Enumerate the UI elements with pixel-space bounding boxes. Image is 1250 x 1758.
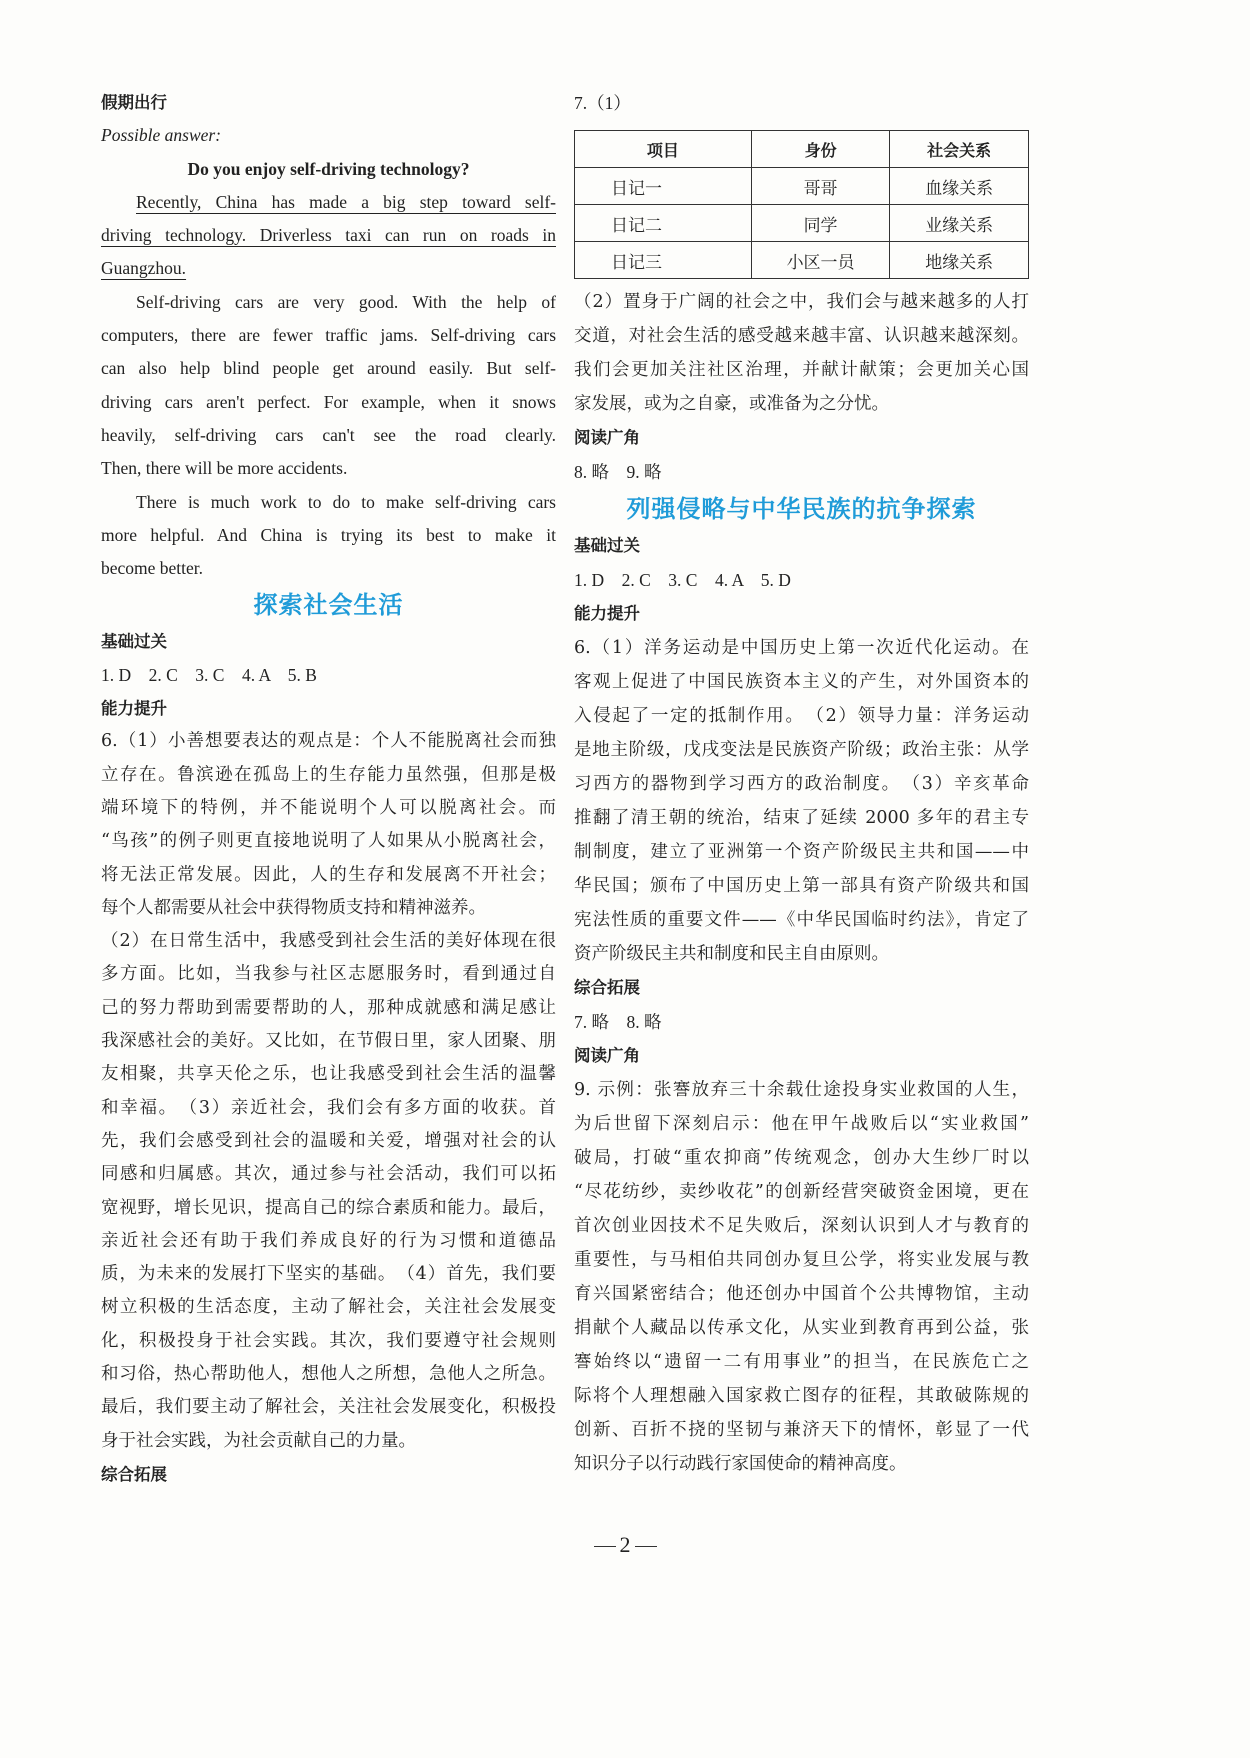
text-line: 为后世留下深刻启示：他在甲午战败后以“实业救国” [574, 1114, 1029, 1134]
text-block [574, 455, 1029, 489]
text-line: （2）置身于广阔的社会之中，我们会与越来越多的人打 [574, 292, 1029, 312]
text-line: 最后，我们要主动了解社会，关注社会发展变化，积极投 [101, 1397, 556, 1418]
text-line: 资产阶级民主共和制度和民主自由原则。 [574, 944, 889, 964]
text-line: 6.（1）小善想要表达的观点是：个人不能脱离社会而独 [101, 731, 556, 752]
table-row [575, 168, 1029, 205]
text-block [101, 659, 556, 692]
social-relations-table [574, 130, 1029, 279]
text-block [574, 1073, 1029, 1481]
text-line: 破局，打破“重农抑商”传统观念，创办大生纱厂时以 [574, 1148, 1029, 1168]
text-line: Possible answer: [101, 125, 222, 146]
section-heading [574, 597, 1029, 631]
text-block [101, 186, 556, 286]
text-block [101, 286, 556, 486]
table-cell: 日记一 [575, 168, 752, 205]
section-title [101, 585, 556, 625]
section-heading [101, 1458, 556, 1491]
text-line: 阅读广角 [574, 428, 640, 447]
text-line: 己的努力帮助到需要帮助的人，那种成就感和满足感让 [101, 997, 556, 1018]
table-header-row [575, 131, 1029, 168]
section-heading [574, 529, 1029, 563]
text-line: 謇始终以“遗留一二有用事业”的担当，在民族危亡之 [574, 1352, 1029, 1372]
text-line: “尽花纺纱，卖纱收花”的创新经营突破资金困境，更在 [574, 1182, 1029, 1202]
text-line: （2）在日常生活中，我感受到社会生活的美好体现在很 [101, 931, 556, 952]
text-line: 化，积极投身于社会实践。其次，我们要遵守社会规则 [101, 1330, 556, 1351]
text-line: 推翻了清王朝的统治，结束了延续 2000 多年的君主专 [574, 808, 1029, 828]
text-line: 端环境下的特例，并不能说明个人可以脱离社会。而 [101, 797, 556, 818]
section-title-text: 探索社会生活 [253, 591, 404, 620]
text-line: Self-driving cars are very good. With the help of [136, 291, 556, 312]
table-cell: 小区一员 [751, 242, 890, 279]
text-line [101, 219, 556, 252]
text-line: 捐献个人藏品以传承文化，从实业到教育再到公益，张 [574, 1318, 1029, 1338]
text-line: 基础过关 [574, 536, 640, 555]
text-line: 1. D 2. C 3. C 4. A 5. B [101, 664, 317, 685]
text-line: 8. 略 9. 略 [574, 462, 662, 482]
text-line: 质，为未来的发展打下坚实的基础。 （4）首先，我们要 [101, 1264, 556, 1285]
text-line: 9. 示例：张謇放弃三十余载仕途投身实业救国的人生， [574, 1080, 1029, 1100]
section-heading [101, 86, 556, 119]
section-heading [574, 1039, 1029, 1073]
text-line: 友相聚，共享天伦之乐，也让我感受到社会生活的温馨 [101, 1064, 556, 1085]
text-line: 基础过关 [101, 632, 167, 652]
text-line: can also help blind people get around easily. But self- [101, 358, 556, 379]
text-line: 1. D 2. C 3. C 4. A 5. D [574, 570, 791, 590]
text-line: 综合拓展 [574, 978, 640, 997]
text-block [574, 1005, 1029, 1039]
text-line: more helpful. And China is trying its best to make it [101, 524, 556, 545]
text-line: There is much work to do to make self-driving cars [136, 491, 556, 512]
text-line [101, 252, 556, 285]
section-title-text: 列强侵略与中华民族的抗争探索 [626, 495, 977, 523]
section-title [574, 489, 1029, 529]
text-line: 先，我们会感受到社会的温暖和关爱，增强对社会的认 [101, 1130, 556, 1151]
text-line: become better. [101, 558, 204, 579]
text-line: 阅读广角 [574, 1046, 640, 1065]
text-line: 交道，对社会生活的感受越来越丰富、认识越来越深刻。 [574, 326, 1029, 346]
text-line: 假期出行 [101, 93, 167, 112]
text-line: 宽视野，增长见识，提高自己的综合素质和能力。最后， [101, 1197, 556, 1218]
table-cell: 血缘关系 [890, 168, 1029, 205]
text-line: 是地主阶级，戊戌变法是民族资产阶级；政治主张：从学 [574, 740, 1029, 760]
text-line: “鸟孩”的例子则更直接地说明了人如果从小脱离社会， [101, 831, 556, 852]
text-block [574, 563, 1029, 597]
text-line: 我们会更加关注社区治理，并献计献策；会更加关心国 [574, 360, 1029, 380]
table-cell: 同学 [751, 205, 890, 242]
text-block [574, 86, 1029, 120]
text-line: Then, there will be more accidents. [101, 458, 348, 479]
table-cell: 哥哥 [751, 168, 890, 205]
text-line: 入侵起了一定的抵制作用。 （2）领导力量：洋务运动 [574, 706, 1029, 726]
text-line: 树立积极的生活态度，主动了解社会，关注社会发展变 [101, 1297, 556, 1318]
text-line: 家发展，或为之自豪，或准备为之分忧。 [574, 394, 889, 414]
text-line: 华民国；颁布了中国历史上第一部具有资产阶级共和国 [574, 876, 1029, 896]
text-line: 同感和归属感。其次，通过参与社会活动，我们可以拓 [101, 1164, 556, 1185]
text-block [101, 486, 556, 586]
text-line: 6.（1）洋务运动是中国历史上第一次近代化运动。在 [574, 638, 1029, 658]
table-cell: 业缘关系 [890, 205, 1029, 242]
text-line [101, 186, 556, 219]
text-block [101, 725, 556, 925]
text-block [574, 631, 1029, 971]
text-line: 客观上促进了中国民族资本主义的产生，对外国资本的 [574, 672, 1029, 692]
text-line: 制制度，建立了亚洲第一个资产阶级民主共和国——中 [574, 842, 1029, 862]
left-column [101, 86, 556, 1491]
text-line: 我深感社会的美好。又比如，在节假日里，家人团聚、朋 [101, 1031, 556, 1052]
table-row [575, 205, 1029, 242]
text-line: 综合拓展 [101, 1464, 167, 1484]
section-heading [574, 421, 1029, 455]
text-line: driving cars aren't perfect. For example, when it snows [101, 391, 556, 412]
text-line: Do you enjoy self-driving technology? [187, 158, 470, 179]
right-column-body [574, 285, 1029, 1481]
text-line: 能力提升 [101, 699, 167, 719]
text-line: 际将个人理想融入国家救亡图存的征程，其敢破陈规的 [574, 1386, 1029, 1406]
text-line: 和习俗，热心帮助他人，想他人之所想，急他人之所急。 [101, 1363, 556, 1384]
table-cell: 地缘关系 [890, 242, 1029, 279]
question-7-label-block [574, 86, 1029, 120]
right-column [574, 86, 1029, 1481]
table-header: 社会关系 [890, 131, 1029, 168]
text-block [574, 285, 1029, 421]
text-line: 宪法性质的重要文件——《中华民国临时约法》，肯定了 [574, 910, 1029, 930]
text-line: 7. 略 8. 略 [574, 1012, 662, 1032]
text-line: 7.（1） [574, 93, 631, 113]
page-number-value: 2 [619, 1532, 631, 1557]
section-heading [101, 625, 556, 658]
section-heading [101, 692, 556, 725]
text-line: 能力提升 [574, 604, 640, 623]
text-block [101, 153, 556, 186]
table-header: 项目 [575, 131, 752, 168]
table-cell: 日记三 [575, 242, 752, 279]
text-line: 育兴国紧密结合；他还创办中国首个公共博物馆，主动 [574, 1284, 1029, 1304]
page-number [0, 1532, 1250, 1558]
text-line: 重要性，与马相伯共同创办复旦公学，将实业发展与教 [574, 1250, 1029, 1270]
text-line: 习西方的器物到学习西方的政治制度。 （3）辛亥革命 [574, 774, 1029, 794]
section-heading [574, 971, 1029, 1005]
text-block [101, 925, 556, 1458]
table-cell: 日记二 [575, 205, 752, 242]
underlined-text: Guangzhou. [101, 258, 187, 279]
text-line: 身于社会实践，为社会贡献自己的力量。 [101, 1430, 416, 1451]
text-line: 多方面。比如，当我参与社区志愿服务时，看到通过自 [101, 964, 556, 985]
text-line: 亲近社会还有助于我们养成良好的行为习惯和道德品 [101, 1230, 556, 1251]
text-line: 每个人都需要从社会中获得物质支持和精神滋养。 [101, 897, 486, 918]
text-line: 创新、百折不挠的坚韧与兼济天下的情怀，彰显了一代 [574, 1420, 1029, 1440]
text-line: 首次创业因技术不足失败后，深刻认识到人才与教育的 [574, 1216, 1029, 1236]
underlined-text: driving technology. Driverless taxi can run on roads in [101, 225, 556, 246]
text-line: 立存在。鲁滨逊在孤岛上的生存能力虽然强，但那是极 [101, 764, 556, 785]
table-header: 身份 [751, 131, 890, 168]
table-row [575, 242, 1029, 279]
text-line: 知识分子以行动践行家国使命的精神高度。 [574, 1454, 907, 1474]
text-line: heavily, self-driving cars can't see the road clearly. [101, 424, 556, 445]
text-line: computers, there are fewer traffic jams. Self-driving cars [101, 325, 556, 346]
text-block [101, 119, 556, 152]
text-line: 和幸福。 （3）亲近社会，我们会有多方面的收获。首 [101, 1097, 556, 1118]
text-line: 将无法正常发展。因此，人的生存和发展离不开社会； [101, 864, 556, 885]
underlined-text: Recently, China has made a big step toward self- [136, 191, 556, 212]
